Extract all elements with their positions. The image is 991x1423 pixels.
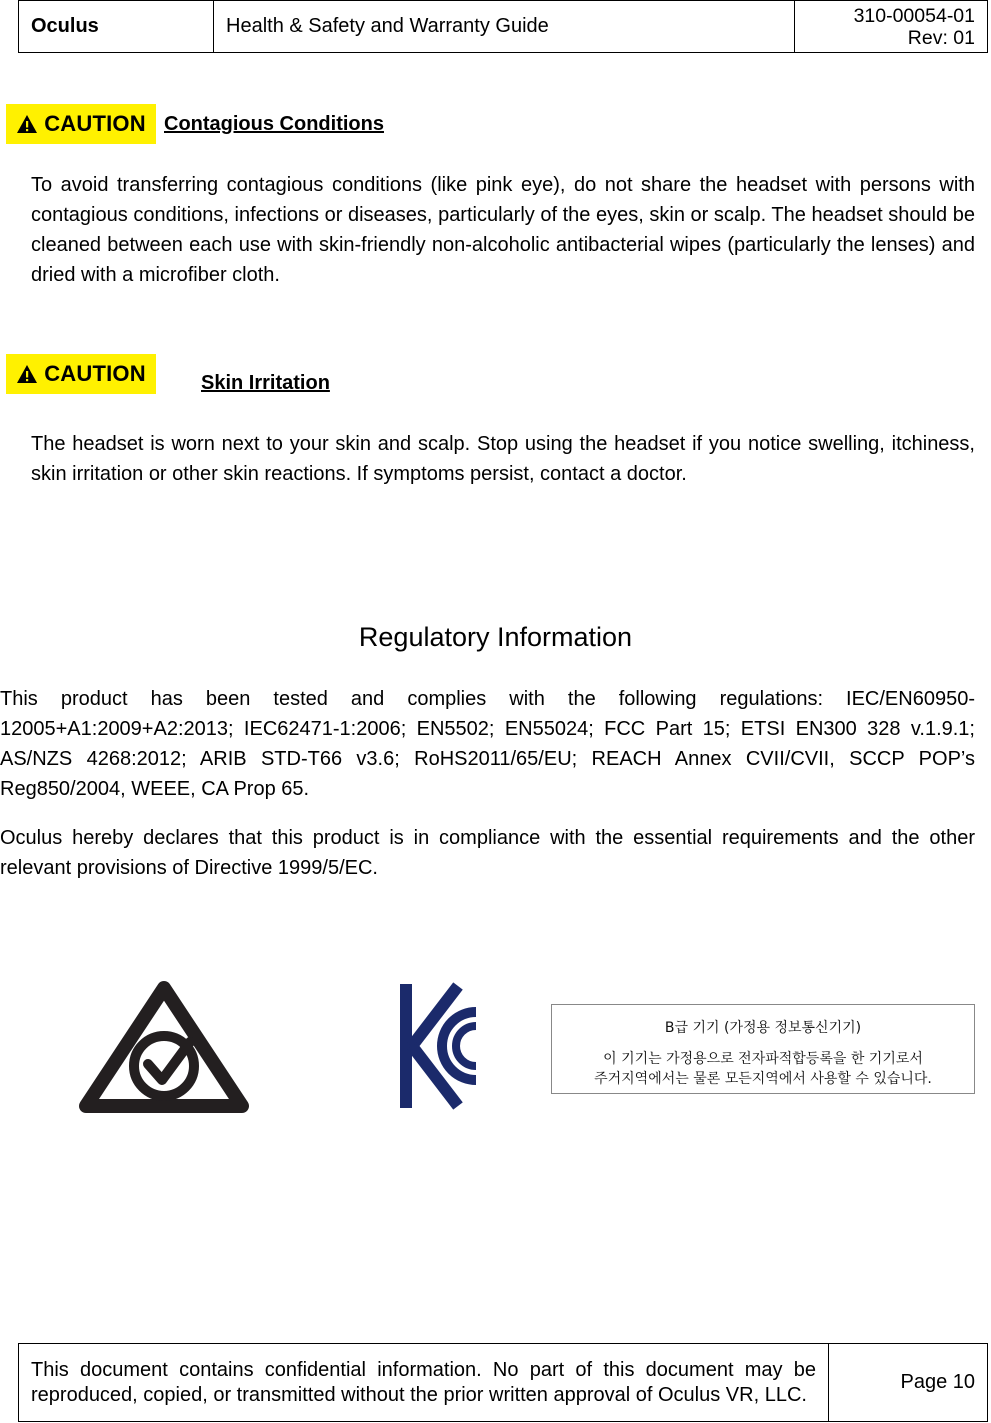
- caution-label: CAUTION: [44, 111, 146, 136]
- section-body-contagious: To avoid transferring contagious conditions (like pink eye), do not share the headset with persons with contagious conditions, infections or diseases, particularly of the eyes, skin or scalp. The headset should be cleaned between each use with skin-friendly non-alcoholic antibacterial wipes (particularly the lenses) and dried with a microfiber cloth.: [31, 174, 975, 286]
- header-doc-number: 310-00054-01: [853, 4, 975, 27]
- footer-confidential-notice: This document contains confidential information. No part of this document may be reproduced, copied, or transmitted without the prior written approval of Oculus VR, LLC.: [19, 1344, 829, 1422]
- rcm-mark-icon: [76, 978, 252, 1116]
- regulatory-paragraph-1: This product has been tested and complies with the following regulations: IEC/EN60950-12005+A1:2009+A2:2013; IEC62471-1:2006; EN5502; EN55024; FCC Part 15; ETSI EN300 328 v.1.9.1; AS/NZS 4268:2012; ARIB STD-T66 v3.6; RoHS2011/65/EU; REACH Annex CVII/CVII, SCCP POP’s Reg850/2004, WEEE, CA Prop 65.: [0, 688, 975, 800]
- warning-icon: [16, 114, 38, 134]
- section-body-skin: The headset is worn next to your skin and scalp. Stop using the headset if you notice swelling, itchiness, skin irritation or other skin reactions. If symptoms persist, contact a doctor.: [31, 433, 975, 485]
- document-header: [18, 0, 988, 53]
- kc-mark-icon: [398, 982, 480, 1110]
- regulatory-paragraph-2: Oculus hereby declares that this product is in compliance with the essential requirements and the other relevant provisions of Directive 1999/5/EC.: [0, 827, 975, 879]
- header-company: Oculus: [19, 1, 214, 53]
- header-doc-info: [795, 1, 988, 53]
- caution-badge: [6, 354, 156, 394]
- korean-notice-line: 이 기기는 가정용으로 전자파적합등록을 한 기기로서: [603, 1051, 923, 1067]
- korean-notice-body: [552, 1049, 974, 1089]
- caution-label: CAUTION: [44, 361, 146, 386]
- korean-emc-notice: [551, 1004, 975, 1094]
- korean-notice-class: B급 기기 (가정용 정보통신기기): [664, 1020, 862, 1036]
- section-title-skin: Skin Irritation: [201, 372, 330, 394]
- document-footer: [18, 1343, 988, 1422]
- header-revision: Rev: 01: [907, 26, 975, 49]
- footer-page-number: Page 10: [829, 1344, 988, 1422]
- section-title-contagious: Contagious Conditions: [164, 113, 384, 135]
- warning-icon: [16, 364, 38, 384]
- korean-notice-line: 주거지역에서는 물론 모든지역에서 사용할 수 있습니다.: [594, 1071, 932, 1087]
- header-title: Health & Safety and Warranty Guide: [214, 1, 795, 53]
- regulatory-title: Regulatory Information: [358, 622, 633, 652]
- caution-badge: [6, 104, 156, 144]
